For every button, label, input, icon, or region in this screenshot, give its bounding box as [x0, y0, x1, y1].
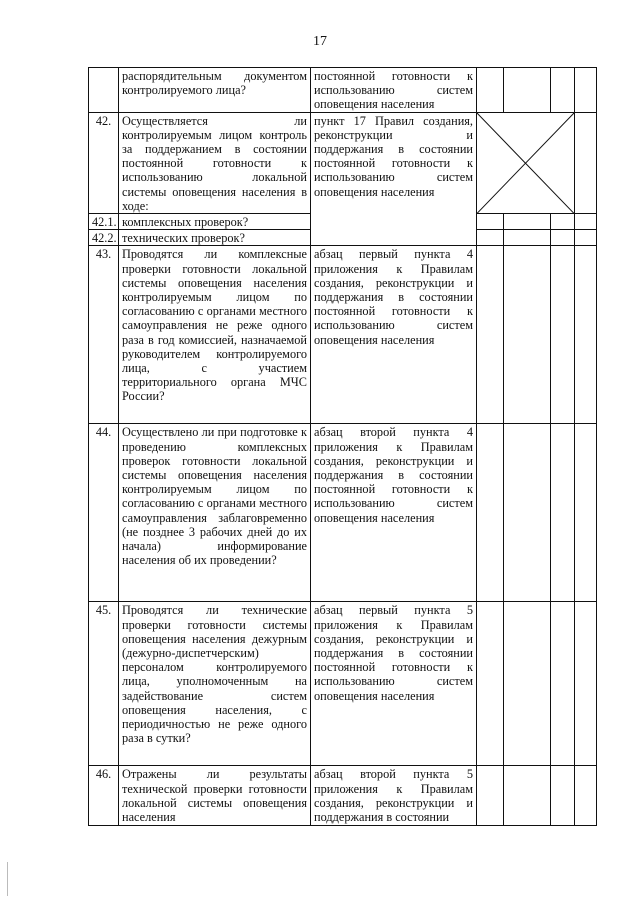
- legal-reference-cell: абзац первый пункта 5 приложения к Правилам создания, реконструкции и поддержания в состоянии постоянной готовности к использованию систем оповещения населения: [311, 602, 477, 766]
- question-cell: комплексных проверок?: [119, 214, 311, 230]
- row-number: 44.: [89, 424, 119, 602]
- table-row: [89, 766, 597, 826]
- answer-yes-cell: [477, 766, 504, 826]
- answer-no-cell: [504, 424, 551, 602]
- question-cell: Проводятся ли комплексные проверки готовности локальной системы оповещения населения контролируемым лицом по согласованию с органами местного самоуправления не реже одного раза в год комиссией, назначаемой руководителем контролируемого лица, с участием территориального органа МЧС России?: [119, 246, 311, 424]
- question-cell: Осуществляется ли контролируемым лицом контроль за поддержанием в состоянии постоянной готовности к использованию локальной системы оповещения населения в ходе:: [119, 112, 311, 213]
- question-cell: технических проверок?: [119, 230, 311, 246]
- answer-no-cell: [504, 602, 551, 766]
- question-cell: распорядительным документом контролируемого лица?: [119, 68, 311, 113]
- row-number: 45.: [89, 602, 119, 766]
- answer-yes-cell: [477, 214, 504, 230]
- answer-no-cell: [504, 766, 551, 826]
- answer-na-cell: [551, 602, 575, 766]
- question-cell: Проводятся ли технические проверки готовности системы оповещения населения дежурным (дежурно-диспетчерским) персоналом контролируемого лица, уполномоченным на задействование систем оповещения населения, с периодичностью не реже одного раза в сутки?: [119, 602, 311, 766]
- legal-reference-cell: постоянной готовности к использованию систем оповещения населения: [311, 68, 477, 113]
- question-cell: Осуществлено ли при подготовке к проведению комплексных проверок готовности локальной системы оповещения населения контролируемым лицом по согласованию с органами местного самоуправления заблаговременно (не позднее 3 рабочих дней до их начала) информирование населения об их проведении?: [119, 424, 311, 602]
- crossed-out-answer-cell: [477, 112, 575, 213]
- checklist-table: [88, 67, 597, 826]
- answer-yes-cell: [477, 424, 504, 602]
- answer-no-cell: [504, 68, 551, 113]
- row-number: 42.1.: [89, 214, 119, 230]
- legal-reference-cell: абзац второй пункта 5 приложения к Правилам создания, реконструкции и поддержания в состоянии: [311, 766, 477, 826]
- row-number: [89, 68, 119, 113]
- note-cell: [575, 68, 597, 113]
- answer-no-cell: [504, 214, 551, 230]
- table-row: [89, 246, 597, 424]
- answer-na-cell: [551, 214, 575, 230]
- row-number: 46.: [89, 766, 119, 826]
- answer-no-cell: [504, 230, 551, 246]
- legal-reference-cell: пункт 17 Правил создания, реконструкции и поддержания в состоянии постоянной готовности к использованию систем оповещения населения: [311, 112, 477, 246]
- answer-na-cell: [551, 766, 575, 826]
- answer-na-cell: [551, 424, 575, 602]
- row-number: 42.2.: [89, 230, 119, 246]
- answer-yes-cell: [477, 246, 504, 424]
- table-row: [89, 424, 597, 602]
- answer-na-cell: [551, 230, 575, 246]
- question-cell: Отражены ли результаты технической проверки готовности локальной системы оповещения населения: [119, 766, 311, 826]
- table-row: [89, 112, 597, 213]
- table-row: [89, 68, 597, 113]
- note-cell: [575, 230, 597, 246]
- table-row: [89, 602, 597, 766]
- scan-edge-mark: [7, 862, 8, 896]
- note-cell: [575, 766, 597, 826]
- note-cell: [575, 214, 597, 230]
- page-number: 17: [313, 34, 327, 49]
- legal-reference-cell: абзац первый пункта 4 приложения к Правилам создания, реконструкции и поддержания в состоянии постоянной готовности к использованию систем оповещения населения: [311, 246, 477, 424]
- row-number: 42.: [89, 112, 119, 213]
- note-cell: [575, 602, 597, 766]
- answer-yes-cell: [477, 230, 504, 246]
- answer-na-cell: [551, 246, 575, 424]
- legal-reference-cell: абзац второй пункта 4 приложения к Правилам создания, реконструкции и поддержания в состоянии постоянной готовности к использованию систем оповещения населения: [311, 424, 477, 602]
- cross-out-mark: [477, 113, 574, 213]
- answer-na-cell: [551, 68, 575, 113]
- row-number: 43.: [89, 246, 119, 424]
- note-cell: [575, 246, 597, 424]
- answer-yes-cell: [477, 602, 504, 766]
- note-cell: [575, 424, 597, 602]
- answer-no-cell: [504, 246, 551, 424]
- answer-yes-cell: [477, 68, 504, 113]
- note-cell: [575, 112, 597, 213]
